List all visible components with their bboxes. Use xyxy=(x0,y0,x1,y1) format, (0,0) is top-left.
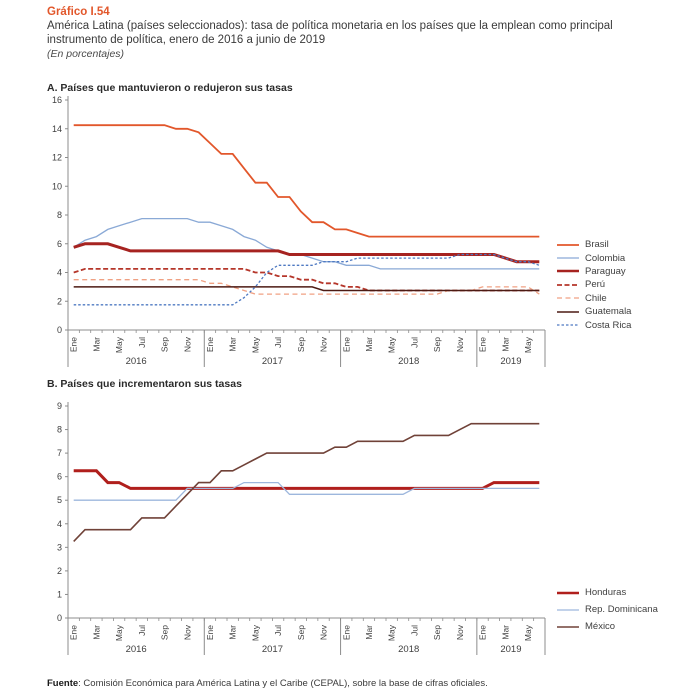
svg-text:Ene: Ene xyxy=(68,337,79,353)
source-text: : Comisión Económica para América Latina y el Caribe (CEPAL), sobre la base de cifras oficiales. xyxy=(78,678,488,689)
svg-text:2017: 2017 xyxy=(261,356,283,367)
svg-text:Mar: Mar xyxy=(227,625,238,640)
legend-item-costa-rica xyxy=(557,318,631,331)
svg-text:Jul: Jul xyxy=(409,337,420,348)
svg-text:1: 1 xyxy=(56,589,62,600)
legend-item-guatemala xyxy=(557,305,631,318)
legend-item-brasil xyxy=(557,238,631,251)
legend-line-sample xyxy=(557,255,579,261)
panel-b-title: B. Países que incrementaron sus tasas xyxy=(47,378,242,390)
svg-text:May: May xyxy=(114,625,125,642)
svg-text:2016: 2016 xyxy=(125,644,147,655)
svg-text:Jul: Jul xyxy=(136,625,147,636)
svg-text:May: May xyxy=(114,337,125,354)
svg-text:0: 0 xyxy=(56,613,62,623)
svg-text:Sep: Sep xyxy=(295,625,306,641)
panel-a-legend xyxy=(557,238,631,332)
legend-item-rep-dominicana xyxy=(557,601,658,618)
svg-text:Mar: Mar xyxy=(227,337,238,352)
legend-line-sample xyxy=(557,242,579,248)
svg-text:Mar: Mar xyxy=(500,625,511,640)
svg-text:Nov: Nov xyxy=(182,337,193,353)
legend-line-sample xyxy=(557,624,579,630)
legend-item-paraguay xyxy=(557,265,631,278)
panel-a-chart xyxy=(40,93,570,378)
svg-text:9: 9 xyxy=(56,401,62,411)
svg-text:Nov: Nov xyxy=(454,337,465,353)
legend-label: Colombia xyxy=(585,252,626,264)
panel-b-chart xyxy=(40,396,570,664)
svg-text:2: 2 xyxy=(56,296,62,307)
svg-text:Mar: Mar xyxy=(91,337,102,352)
svg-text:Jul: Jul xyxy=(273,625,284,636)
svg-text:Nov: Nov xyxy=(318,337,329,353)
legend-line-sample xyxy=(557,322,579,328)
svg-text:6: 6 xyxy=(56,238,62,249)
svg-text:May: May xyxy=(522,337,533,354)
source-label: Fuente xyxy=(47,678,79,689)
legend-item-m-xico xyxy=(557,618,658,635)
panel-b-legend xyxy=(557,584,658,635)
legend-line-sample xyxy=(557,282,579,288)
svg-text:7: 7 xyxy=(56,448,62,459)
legend-line-sample xyxy=(557,607,579,613)
svg-text:Jul: Jul xyxy=(409,625,420,636)
svg-text:May: May xyxy=(250,625,261,642)
svg-text:Sep: Sep xyxy=(159,625,170,641)
legend-line-sample xyxy=(557,590,579,596)
figure-title: América Latina (países seleccionados): tasa de política monetaria en los países que la emplean como principal instrumento de política, enero de 2016 a junio de 2019 xyxy=(47,20,613,46)
svg-text:4: 4 xyxy=(56,267,62,278)
svg-text:Ene: Ene xyxy=(477,337,488,353)
svg-text:5: 5 xyxy=(56,495,62,506)
svg-text:Ene: Ene xyxy=(341,625,352,641)
legend-label: Paraguay xyxy=(585,265,626,277)
legend-label: Chile xyxy=(585,292,607,304)
svg-text:Sep: Sep xyxy=(159,337,170,353)
svg-text:Ene: Ene xyxy=(68,625,79,641)
figure-subtitle: (En porcentajes) xyxy=(47,48,125,60)
svg-text:Mar: Mar xyxy=(363,337,374,352)
svg-text:6: 6 xyxy=(56,471,62,482)
legend-item-per- xyxy=(557,278,631,291)
legend-label: México xyxy=(585,621,616,632)
svg-text:Mar: Mar xyxy=(91,625,102,640)
legend-line-sample xyxy=(557,295,579,301)
panel-a-title: A. Países que mantuvieron o redujeron sus tasas xyxy=(47,82,293,94)
legend-label: Costa Rica xyxy=(585,319,632,331)
svg-text:May: May xyxy=(250,337,261,354)
legend-item-chile xyxy=(557,292,631,305)
svg-text:8: 8 xyxy=(56,210,62,220)
svg-text:2018: 2018 xyxy=(398,644,420,655)
svg-text:Sep: Sep xyxy=(432,625,443,641)
legend-label: Rep. Dominicana xyxy=(585,604,658,615)
svg-text:Ene: Ene xyxy=(204,625,215,641)
legend-line-sample xyxy=(557,268,579,274)
svg-text:Ene: Ene xyxy=(477,625,488,641)
svg-text:Nov: Nov xyxy=(318,625,329,641)
svg-text:12: 12 xyxy=(51,152,62,163)
svg-text:2017: 2017 xyxy=(261,644,283,655)
svg-text:2: 2 xyxy=(56,565,62,576)
svg-text:10: 10 xyxy=(51,181,62,192)
svg-text:0: 0 xyxy=(56,325,62,335)
svg-text:14: 14 xyxy=(51,123,62,134)
svg-text:Nov: Nov xyxy=(454,625,465,641)
svg-text:Mar: Mar xyxy=(363,625,374,640)
svg-text:Mar: Mar xyxy=(500,337,511,352)
svg-text:16: 16 xyxy=(51,95,62,105)
legend-line-sample xyxy=(557,309,579,315)
legend-item-honduras xyxy=(557,584,658,601)
source-note xyxy=(47,678,488,689)
svg-text:Sep: Sep xyxy=(295,337,306,353)
svg-text:3: 3 xyxy=(56,542,62,553)
legend-label: Brasil xyxy=(585,239,609,251)
figure-number: Gráfico I.54 xyxy=(47,6,110,18)
svg-text:2016: 2016 xyxy=(125,356,147,367)
legend-label: Guatemala xyxy=(585,306,632,318)
svg-text:4: 4 xyxy=(56,518,62,529)
svg-text:2019: 2019 xyxy=(500,644,522,655)
svg-text:Jul: Jul xyxy=(136,337,147,348)
svg-text:Ene: Ene xyxy=(341,337,352,353)
svg-text:May: May xyxy=(386,625,397,642)
svg-text:May: May xyxy=(386,337,397,354)
legend-label: Perú xyxy=(585,279,606,291)
svg-text:Jul: Jul xyxy=(273,337,284,348)
svg-text:May: May xyxy=(522,625,533,642)
svg-text:Nov: Nov xyxy=(182,625,193,641)
svg-text:Ene: Ene xyxy=(204,337,215,353)
svg-text:8: 8 xyxy=(56,424,62,435)
svg-text:2019: 2019 xyxy=(500,356,522,367)
legend-label: Honduras xyxy=(585,587,627,598)
svg-text:2018: 2018 xyxy=(398,356,420,367)
legend-item-colombia xyxy=(557,251,631,264)
svg-text:Sep: Sep xyxy=(432,337,443,353)
